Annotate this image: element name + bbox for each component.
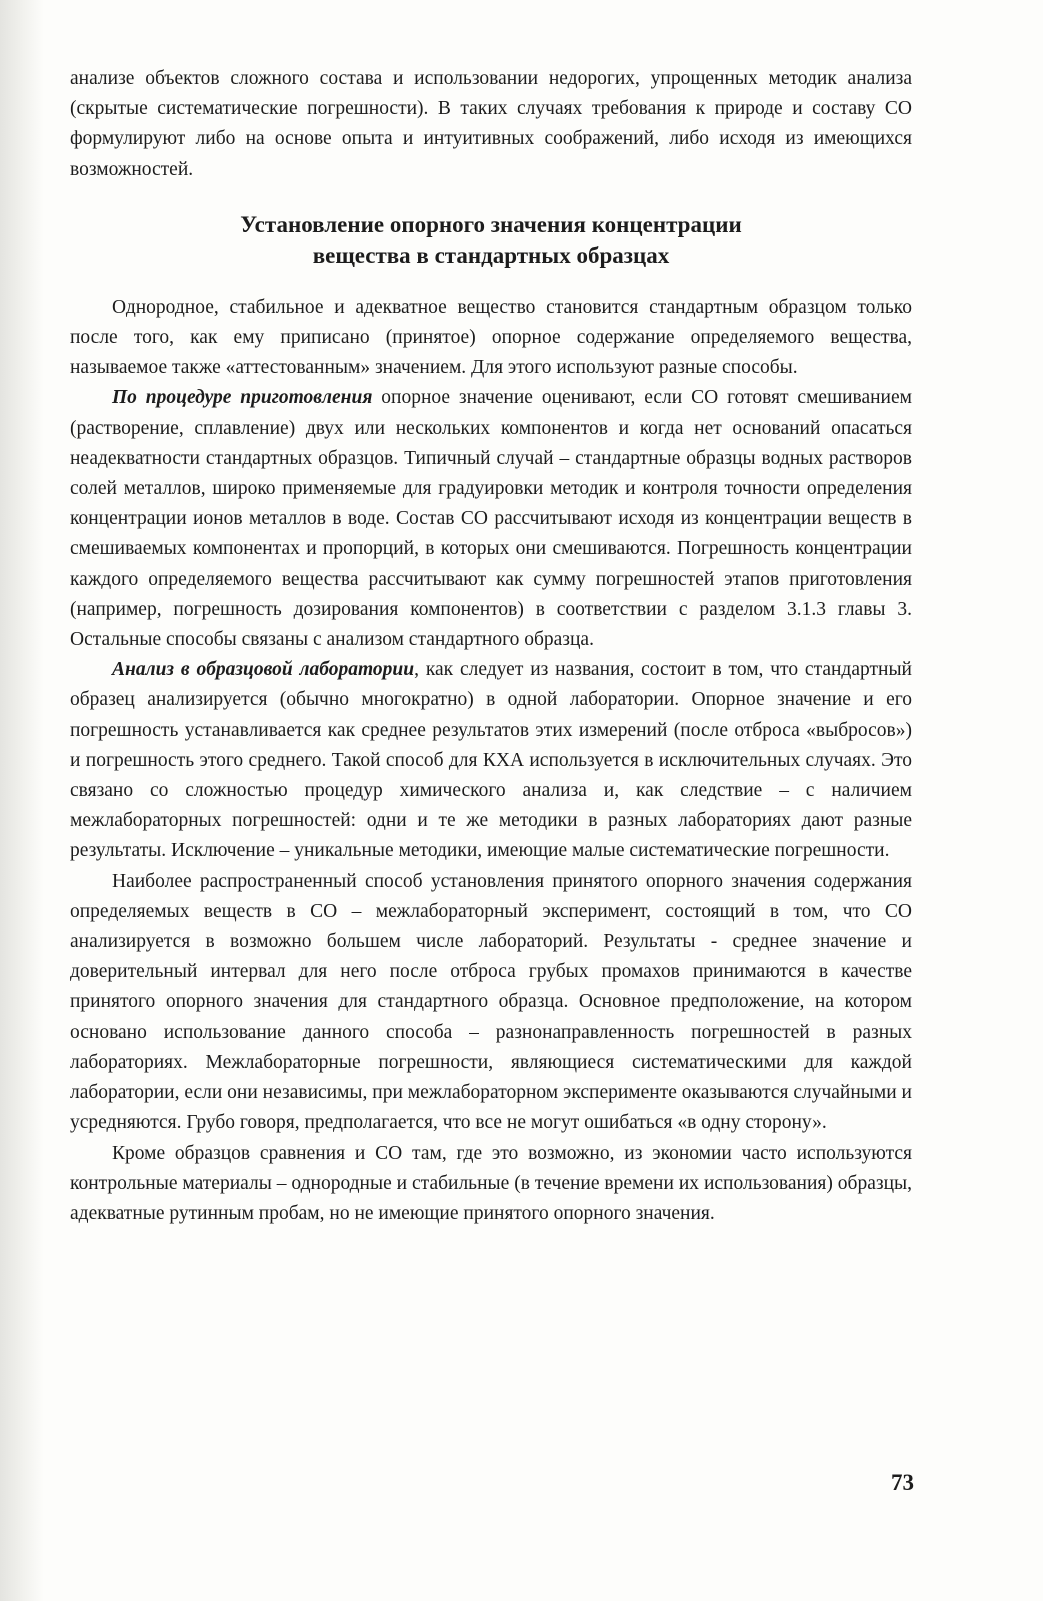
paragraph-reference-laboratory-text: , как следует из названия, состоит в том, что стандартный образец анализируется (обычно многократно) в одной лаборатории. Опорное значение и его погрешность устанавливается как среднее результатов этих измерений (после отброса «выбросов») и погрешность этого среднего. Такой способ для КХА используется в исключительных случаях. Это связано со сложностью процедур химического анализа и, как следствие – с наличием межлабораторных погрешностей: одни и те же методики в разных лабораториях дают разные результаты. Исключение – уникальные методики, имеющие малые систематические погрешности. xyxy=(70,659,912,862)
continuation-paragraph: анализе объектов сложного состава и использовании недорогих, упрощенных методик анализа (скрытые систематические погрешности). В таких случаях требования к природе и составу СО формулируют либо на основе опыта и интуитивных соображений, либо исходя из имеющихся возможностей. xyxy=(70,68,912,180)
paragraph-preparation-procedure-text: опорное значение оценивают, если СО готовят смешиванием (растворение, сплавление) двух или нескольких компонентов и когда нет оснований опасаться неадекватности стандартных образцов. Типичный случай – стандартные образцы водных растворов солей металлов, широко применяемые для градуировки методик и контроля точности определения концентрации ионов металлов в воде. Состав СО рассчитывают исходя из концентрации веществ в смешиваемых компонентах и пропорций, в которых они смешиваются. Погрешность концентрации каждого определяемого вещества рассчитывают как сумму погрешностей этапов приготовления (например, погрешность дозирования компонентов) в соответствии с разделом 3.1.3 главы 3. Остальные способы связаны с анализом стандартного образца. xyxy=(70,387,912,651)
paragraph-interlaboratory-experiment: Наиболее распространенный способ установления принятого опорного значения содержания определяемых веществ в СО – межлабораторный эксперимент, состоящий в том, что СО анализируется в возможно большем числе лабораторий. Результаты - среднее значение и доверительный интервал для него после отброса грубых промахов принимаются в качестве принятого опорного значения для стандартного образца. Основное предположение, на котором основано использование данного способа – разнонаправленность погрешностей в разных лабораториях. Межлабораторные погрешности, являющиеся систематическими для каждой лаборатории, если они независимы, при межлабораторном эксперименте оказываются случайными и усредняются. Грубо говоря, предполагается, что все не могут ошибаться «в одну сторону». xyxy=(70,870,912,1134)
paragraph-reference-value: Однородное, стабильное и адекватное вещество становится стандартным образцом только после того, как ему приписано (принятое) опорное содержание определяемого вещества, называемое также «аттестованным» значением. Для этого используют разные способы. xyxy=(70,296,912,379)
section-heading-line-1: Установление опорного значения концентрации xyxy=(240,211,742,237)
term-preparation-procedure: По процедуре приготовления xyxy=(112,387,373,409)
term-reference-laboratory: Анализ в образцовой лаборатории xyxy=(112,659,415,681)
section-heading xyxy=(70,209,912,271)
section-heading-line-2: вещества в стандартных образцах xyxy=(312,242,670,268)
paragraph-reference-laboratory xyxy=(70,655,912,866)
page-number: 73 xyxy=(891,1470,914,1495)
paragraph-control-materials: Кроме образцов сравнения и СО там, где это возможно, из экономии часто используются контрольные материалы – однородные и стабильные (в течение времени их использования) образцы, адекватные рутинным пробам, но не имеющие принятого опорного значения. xyxy=(70,1142,912,1224)
binding-gutter-shadow xyxy=(0,0,44,1601)
paragraph-preparation-procedure xyxy=(70,383,912,655)
body-text xyxy=(70,64,912,1229)
